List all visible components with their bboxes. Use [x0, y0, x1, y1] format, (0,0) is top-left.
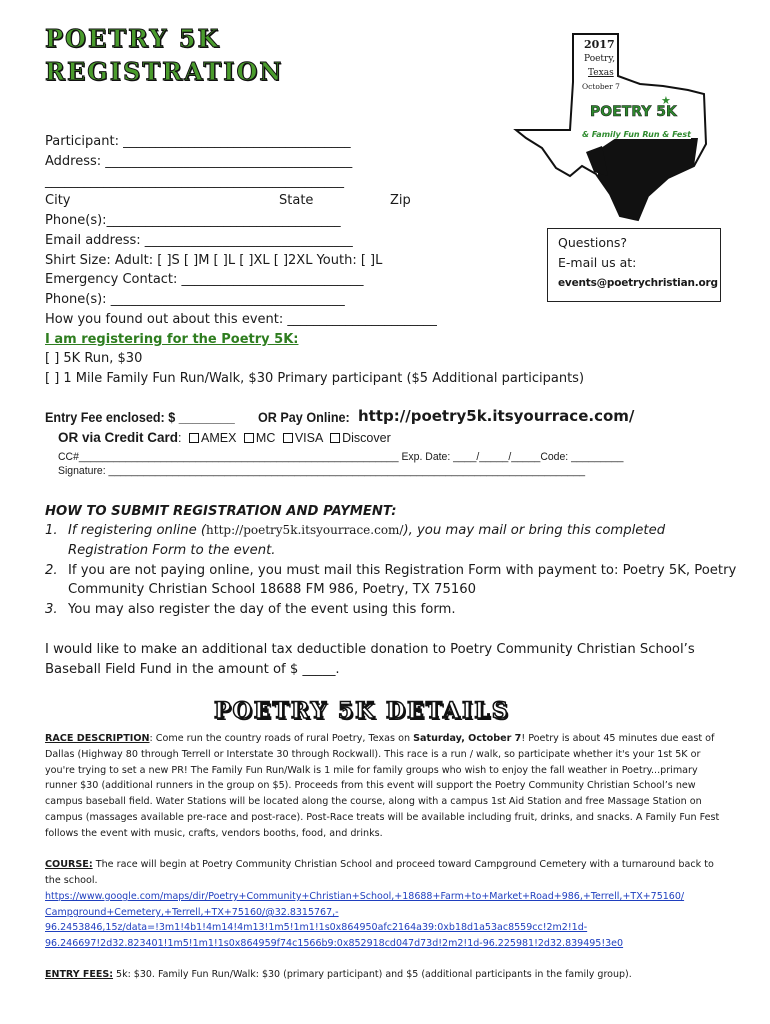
- option-5k-run[interactable]: [ ] 5K Run, $30: [45, 351, 143, 366]
- entry-fees: [45, 967, 632, 983]
- page-title-line2: REGISTRATION: [45, 57, 284, 86]
- contact-email-link[interactable]: events@poetrychristian.org: [558, 277, 718, 289]
- signature-field[interactable]: Signature: __________________________________________________________________________________: [58, 465, 586, 477]
- participant-field[interactable]: Participant: ___________________________________: [45, 134, 351, 149]
- logo-date: October 7: [582, 82, 620, 91]
- event-logo: [498, 26, 728, 222]
- amex-checkbox[interactable]: [189, 433, 199, 443]
- course-label: COURSE:: [45, 859, 93, 870]
- race-text-b: ! Poetry is about 45 minutes due east of Dallas (Highway 80 through Terrell or Interstate 30 through Rockwall). This race is a run / walk, so participate whether it's your 1st 5K or you're trying to set a new PR! The Family Fun Run/Walk is 1 mile for family groups who wish to enjoy the fall weather in Poetry...primary runner $30 (additional runners in the group on $5). Proceeds from this event will support the Poetry Community Christian School’s new campus baseball field. Water Stations will be located along the course, along with a campus 1st Aid Station and free Massage Station on campus (massages available pre-race and post-race). Post-Race treats will be available including fruit, drinks, and snacks. A Family Fun Fest follows the event with music, crafts, vendors booths, food, and drinks.: [45, 733, 720, 839]
- visa-label: VISA: [294, 431, 323, 445]
- state-label: State: [279, 193, 314, 208]
- logo-tagline: & Family Fun Run & Fest: [582, 130, 691, 139]
- registering-heading: I am registering for the Poetry 5K:: [45, 332, 299, 347]
- logo-name: POETRY 5K: [590, 104, 677, 120]
- howto-item1-number: 1.: [45, 523, 58, 538]
- race-description: [45, 731, 725, 842]
- credit-card-label: OR via Credit Card: [58, 430, 179, 445]
- howto-item1-text-a: If registering online (: [68, 523, 207, 538]
- race-description-label: RACE DESCRIPTION: [45, 733, 150, 744]
- address-field[interactable]: Address: ______________________________________: [45, 154, 353, 169]
- howto-item3-number: 3.: [45, 602, 58, 617]
- mc-label: MC: [255, 431, 276, 445]
- donation-line1: I would like to make an additional tax deductible donation to Poetry Community Christian School’s: [45, 642, 695, 657]
- questions-box: [547, 228, 721, 302]
- details-title: POETRY 5K DETAILS: [214, 698, 510, 724]
- pay-online-label: OR Pay Online:: [258, 409, 350, 425]
- discover-label: Discover: [342, 431, 391, 445]
- howto-item1-text-b: ), you may mail or bring this completed: [403, 523, 666, 538]
- logo-place2: Texas: [588, 68, 614, 78]
- pay-online-url[interactable]: http://poetry5k.itsyourrace.com/: [358, 407, 635, 425]
- referral-source-field[interactable]: How you found out about this event: _______________________: [45, 312, 437, 327]
- shirt-size-options[interactable]: Shirt Size: Adult: [ ]S [ ]M [ ]L [ ]XL [ ]2XL Youth: [ ]L: [45, 253, 383, 268]
- logo-place1: Poetry,: [584, 54, 616, 64]
- howto-item1-url[interactable]: http://poetry5k.itsyourrace.com/: [206, 523, 404, 537]
- zip-label: Zip: [390, 193, 411, 208]
- howto-item1-line1: [68, 521, 665, 541]
- credit-card-row: OR via Credit Card: AMEX MC VISA Discover: [58, 430, 391, 445]
- course-map-link-line3[interactable]: 96.2453846,15z/data=!3m1!4b1!4m14!4m13!1m5!1m1!1s0x864950afc2164a39:0xb18d1a53ac8559cc!2m2!1d-: [45, 922, 588, 933]
- howto-item2-number: 2.: [45, 563, 58, 578]
- email-us-label: E-mail us at:: [558, 255, 637, 270]
- race-text-a: : Come run the country roads of rural Poetry, Texas on: [149, 733, 414, 744]
- course-description: [45, 857, 725, 889]
- howto-item2-line2: Community Christian School 18688 FM 986, Poetry, TX 75160: [68, 582, 477, 597]
- entry-fees-label: ENTRY FEES:: [45, 969, 114, 980]
- logo-year: 2017: [584, 38, 615, 51]
- course-map-link-line2[interactable]: Campground+Cemetery,+Terrell,+TX+75160/@32.8315767,-: [45, 907, 339, 918]
- entry-fee-field[interactable]: Entry Fee enclosed: $ ________: [45, 409, 235, 425]
- howto-heading: HOW TO SUBMIT REGISTRATION AND PAYMENT:: [45, 504, 397, 519]
- course-text: The race will begin at Poetry Community Christian School and proceed toward Campground Cemetery with a turnaround back to the school.: [45, 859, 714, 886]
- star-icon: ★: [661, 94, 671, 107]
- race-date: Saturday, October 7: [413, 733, 522, 744]
- address-line2-field[interactable]: ______________________________________________: [45, 174, 344, 189]
- course-map-link-line1[interactable]: https://www.google.com/maps/dir/Poetry+Community+Christian+School,+18688+Farm+to+Market+Road+986,+Terrell,+TX+75160/: [45, 891, 685, 902]
- email-field[interactable]: Email address: ________________________________: [45, 233, 353, 248]
- donation-line2[interactable]: Baseball Field Fund in the amount of $ _____.: [45, 662, 340, 677]
- option-family-fun-run[interactable]: [ ] 1 Mile Family Fun Run/Walk, $30 Primary participant ($5 Additional participants): [45, 371, 585, 386]
- howto-item1-line2: Registration Form to the event.: [68, 543, 276, 558]
- howto-item3-line1: You may also register the day of the event using this form.: [68, 602, 456, 617]
- emergency-phone-field[interactable]: Phone(s): ____________________________________: [45, 292, 345, 307]
- emergency-contact-field[interactable]: Emergency Contact: ____________________________: [45, 272, 364, 287]
- amex-label: AMEX: [200, 431, 237, 445]
- cc-number-field[interactable]: CC#_______________________________________________________ Exp. Date: ____/_____/_____Code: _________: [58, 451, 624, 463]
- city-label: City: [45, 193, 71, 208]
- page-title-line1: POETRY 5K: [45, 24, 221, 53]
- visa-checkbox[interactable]: [283, 433, 293, 443]
- questions-label: Questions?: [558, 235, 628, 250]
- entry-fees-text: 5k: $30. Family Fun Run/Walk: $30 (primary participant) and $5 (additional participants in the family group).: [113, 969, 632, 980]
- discover-checkbox[interactable]: [330, 433, 340, 443]
- phone-field[interactable]: Phone(s):____________________________________: [45, 213, 341, 228]
- mc-checkbox[interactable]: [244, 433, 254, 443]
- course-map-link-line4[interactable]: 96.246697!2d32.823401!1m5!1m1!1s0x864959f74c1566b9:0x852918cd047d73d!2m2!1d-96.225981!2d32.839495!3e0: [45, 938, 624, 949]
- howto-item2-line1: If you are not paying online, you must mail this Registration Form with payment to: Poetry 5K, Poetry: [68, 563, 737, 578]
